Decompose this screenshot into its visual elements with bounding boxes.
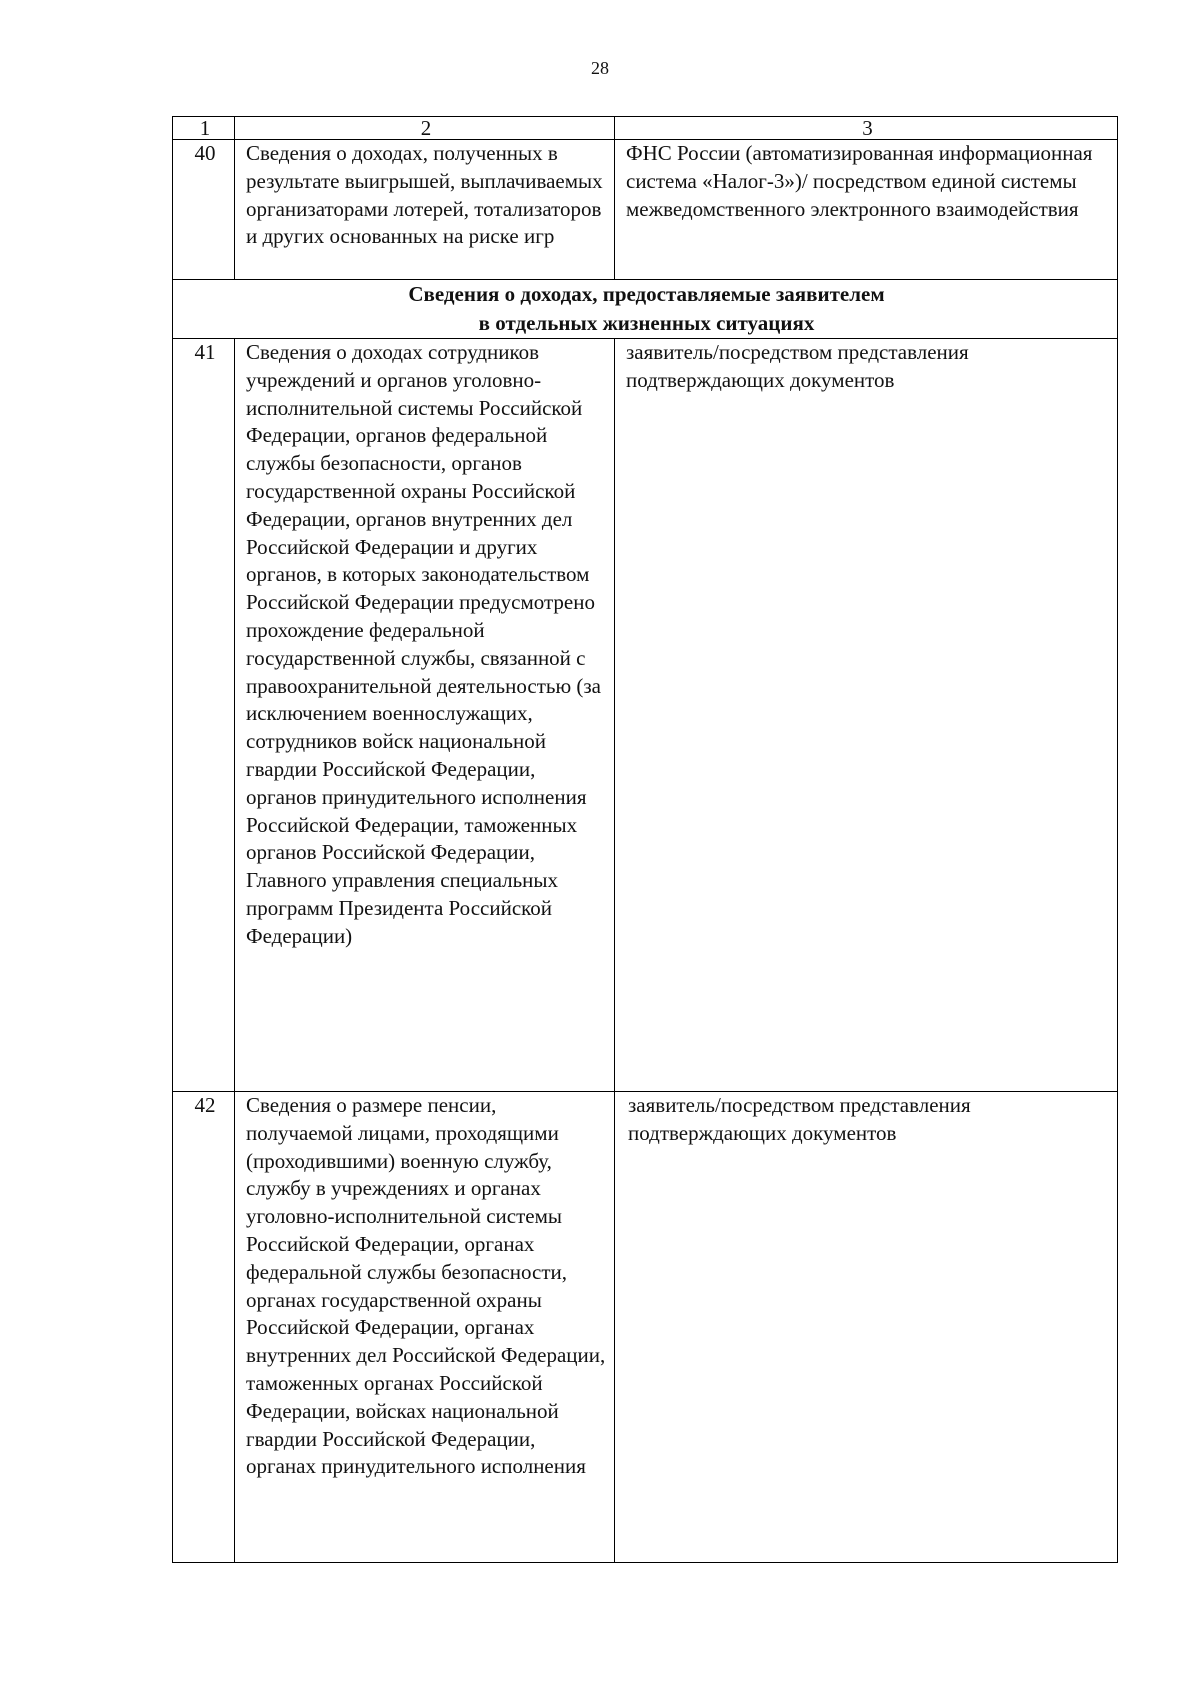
table-row	[173, 339, 1118, 1092]
section-title	[173, 280, 1118, 339]
row-description: Сведения о доходах, полученных в результате выигрышей, выплачиваемых организаторами лотерей, тотализаторов и других основанных на риске игр	[235, 140, 615, 280]
column-header-2: 2	[235, 117, 615, 140]
row-number: 42	[173, 1092, 235, 1563]
table-header-row	[173, 117, 1118, 140]
table-row	[173, 140, 1118, 280]
row-source: заявитель/посредством представления подтверждающих документов	[615, 339, 1118, 1092]
page-number: 28	[591, 58, 609, 78]
income-sources-table	[172, 116, 1118, 1563]
section-title-line-1: Сведения о доходах, предоставляемые заявителем	[408, 282, 885, 306]
row-source: ФНС России (автоматизированная информационная система «Налог-3»)/ посредством единой системы межведомственного электронного взаимодействия	[615, 140, 1118, 280]
row-source: заявитель/посредством представления подтверждающих документов	[615, 1092, 1118, 1563]
row-description: Сведения о размере пенсии, получаемой лицами, проходящими (проходившими) военную службу, службу в учреждениях и органах уголовно-исполнительной системы Российской Федерации, органах федеральной службы безопасности, органах государственной охраны Российской Федерации, органах внутренних дел Российской Федерации, таможенных органах Российской Федерации, войсках национальной гвардии Российской Федерации, органах принудительного исполнения	[235, 1092, 615, 1563]
section-title-row	[173, 280, 1118, 339]
column-header-1: 1	[173, 117, 235, 140]
row-number: 40	[173, 140, 235, 280]
row-description: Сведения о доходах сотрудников учреждений и органов уголовно-исполнительной системы Российской Федерации, органов федеральной службы безопасности, органов государственной охраны Российской Федерации, органов внутренних дел Российской Федерации и других органов, в которых законодательством Российской Федерации предусмотрено прохождение федеральной государственной службы, связанной с правоохранительной деятельностью (за исключением военнослужащих, сотрудников войск национальной гвардии Российской Федерации, органов принудительного исполнения Российской Федерации, таможенных органов Российской Федерации, Главного управления специальных программ Президента Российской Федерации)	[235, 339, 615, 1092]
row-number: 41	[173, 339, 235, 1092]
column-header-3: 3	[615, 117, 1118, 140]
section-title-line-2: в отдельных жизненных ситуациях	[478, 311, 815, 335]
table-row	[173, 1092, 1118, 1563]
